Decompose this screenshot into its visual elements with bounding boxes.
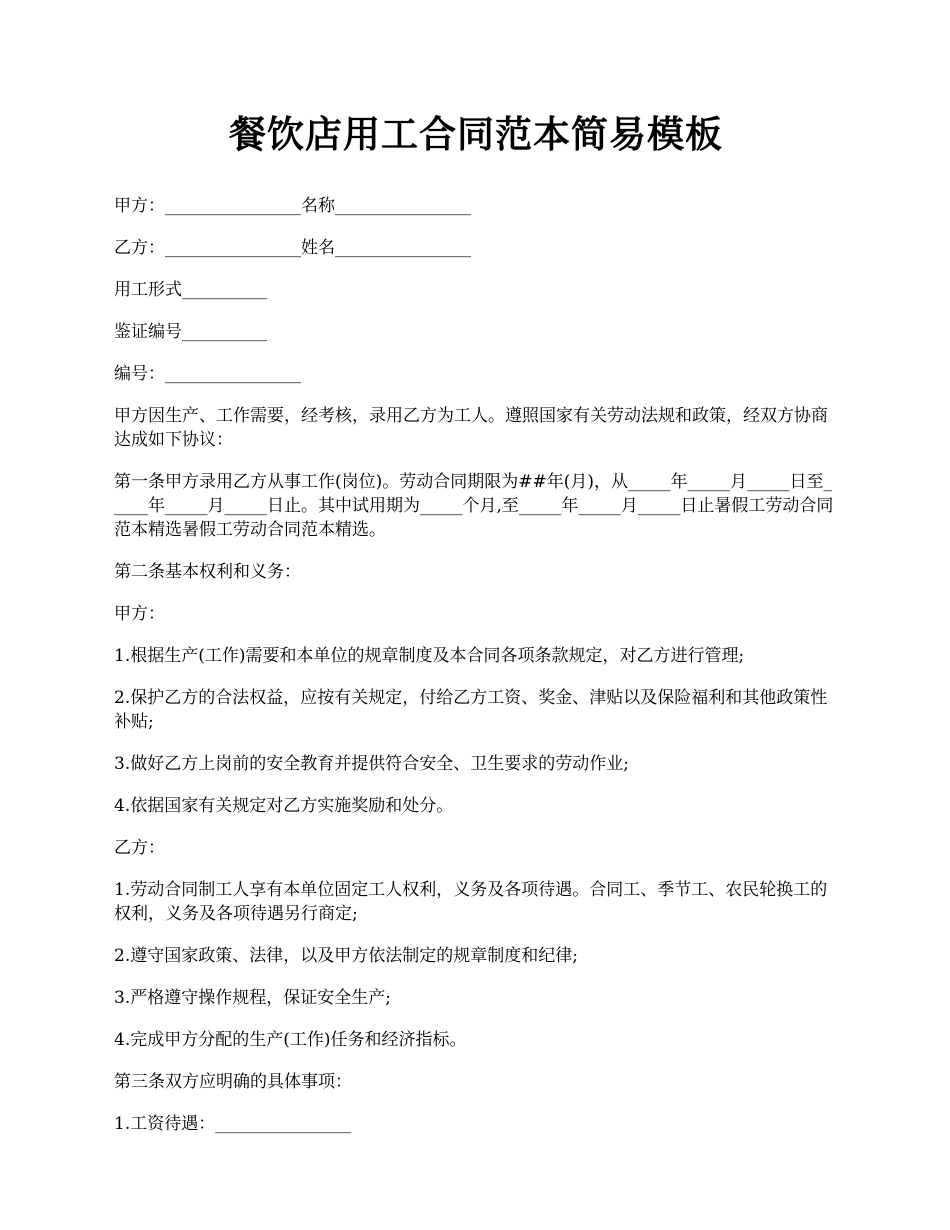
document-title: 餐饮店用工合同范本简易模板 [229, 112, 723, 156]
article-one-paragraph: 第一条甲方录用乙方从事工作(岗位)。劳动合同期限为##年(月)，从_____年_____月_____日至_____年_____月_____日止。其中试用期为_____个月,至_____年_____月_____日止暑假工劳动合同范本精选暑假工劳动合同范本精选。 [114, 472, 834, 540]
party-a-section-label: 甲方： [114, 604, 165, 624]
verification-number-line: 鉴证编号__________ [114, 322, 267, 342]
employment-form-line: 用工形式__________ [114, 280, 267, 300]
preamble-paragraph: 甲方因生产、工作需要，经考核，录用乙方为工人。遵照国家有关劳动法规和政策，经双方协商达成如下协议： [114, 406, 828, 450]
party-b-item-4: 4.完成甲方分配的生产(工作)任务和经济指标。 [114, 1030, 467, 1050]
party-b-item-2: 2.遵守国家政策、法律，以及甲方依法制定的规章制度和纪律; [114, 946, 578, 966]
number-line: 编号：________________ [114, 364, 301, 384]
article-two-heading: 第二条基本权利和义务： [114, 562, 301, 582]
party-a-line: 甲方：________________名称________________ [114, 196, 471, 216]
party-b-item-3: 3.严格遵守操作规程，保证安全生产; [114, 988, 391, 1008]
wage-item-line: 1.工资待遇：________________ [114, 1114, 352, 1134]
party-a-item-2: 2.保护乙方的合法权益，应按有关规定，付给乙方工资、奖金、津贴以及保险福利和其他政策性补贴; [114, 688, 828, 732]
article-three-heading: 第三条双方应明确的具体事项： [114, 1072, 352, 1092]
party-a-item-4: 4.依据国家有关规定对乙方实施奖励和处分。 [114, 796, 454, 816]
party-b-section-label: 乙方： [114, 838, 165, 858]
party-b-line: 乙方：________________姓名________________ [114, 238, 471, 258]
party-a-item-1: 1.根据生产(工作)需要和本单位的规章制度及本合同各项条款规定，对乙方进行管理; [114, 646, 745, 666]
party-a-item-3: 3.做好乙方上岗前的安全教育并提供符合安全、卫生要求的劳动作业; [114, 754, 629, 774]
party-b-item-1: 1.劳动合同制工人享有本单位固定工人权利，义务及各项待遇。合同工、季节工、农民轮换工的权利，义务及各项待遇另行商定; [114, 880, 828, 924]
